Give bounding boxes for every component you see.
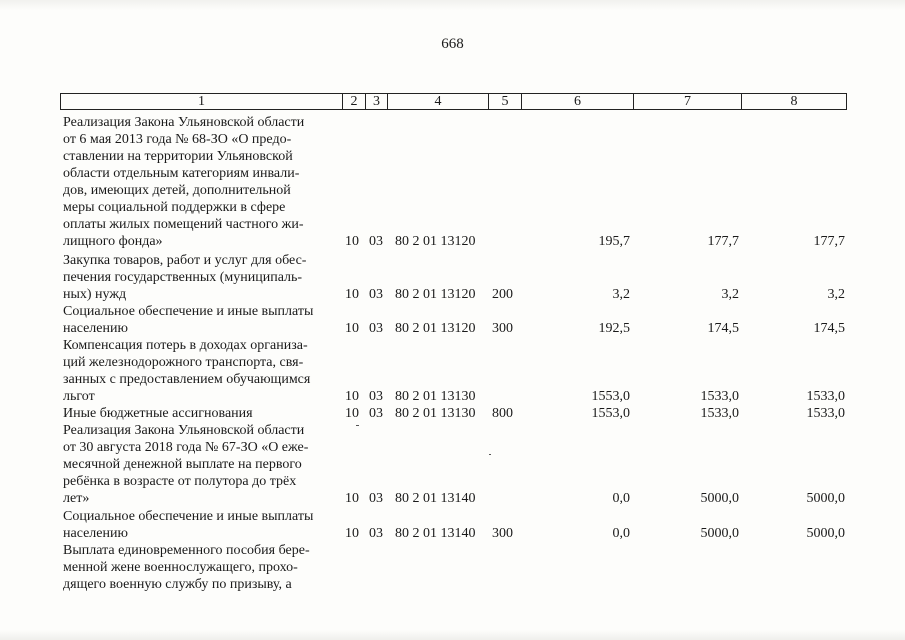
amount-col-6: 192,5 bbox=[598, 321, 630, 336]
amount-col-8: 3,2 bbox=[827, 287, 845, 302]
scan-edge-bottom bbox=[0, 630, 905, 640]
scan-speck bbox=[356, 425, 359, 426]
row-description: Социальное обеспечение и иные выплаты населению bbox=[63, 509, 314, 541]
table-header bbox=[60, 93, 847, 110]
amount-col-7: 1533,0 bbox=[700, 406, 739, 421]
header-col-4: 4 bbox=[388, 94, 489, 109]
row-description: Реализация Закона Ульяновской области от 6 мая 2013 года № 68-ЗО «О предо- ставлении на территории Ульяновской области отдельным категориям инвали- дов, имеющих детей, дополнительной меры социальной поддержки в сфере оплаты жилых помещений частного жи- лищного фонда» bbox=[63, 115, 305, 249]
subsection-code: 03 bbox=[369, 234, 383, 249]
expense-type-code: 200 bbox=[492, 287, 513, 302]
section-code: 10 bbox=[345, 321, 359, 336]
target-article-code: 80 2 01 13120 bbox=[395, 234, 476, 249]
section-code: 10 bbox=[345, 234, 359, 249]
amount-col-6: 1553,0 bbox=[591, 406, 630, 421]
target-article-code: 80 2 01 13120 bbox=[395, 287, 476, 302]
row-description: Компенсация потерь в доходах организа- ций железнодорожного транспорта, свя- занных с предоставлением обучающимся льгот bbox=[63, 338, 311, 404]
amount-col-8: 1533,0 bbox=[806, 406, 845, 421]
amount-col-7: 3,2 bbox=[721, 287, 739, 302]
amount-col-7: 174,5 bbox=[707, 321, 739, 336]
expense-type-code: 300 bbox=[492, 526, 513, 541]
amount-col-7: 177,7 bbox=[707, 234, 739, 249]
amount-col-6: 1553,0 bbox=[591, 389, 630, 404]
header-col-7: 7 bbox=[634, 94, 742, 109]
section-code: 10 bbox=[345, 406, 359, 421]
target-article-code: 80 2 01 13140 bbox=[395, 526, 476, 541]
section-code: 10 bbox=[345, 389, 359, 404]
header-col-6: 6 bbox=[522, 94, 634, 109]
target-article-code: 80 2 01 13130 bbox=[395, 389, 476, 404]
subsection-code: 03 bbox=[369, 321, 383, 336]
subsection-code: 03 bbox=[369, 491, 383, 506]
amount-col-6: 0,0 bbox=[612, 526, 630, 541]
expense-type-code: 300 bbox=[492, 321, 513, 336]
row-description: Закупка товаров, работ и услуг для обес- печения государственных (муниципаль- ных) нужд bbox=[63, 253, 307, 302]
section-code: 10 bbox=[345, 491, 359, 506]
amount-col-6: 0,0 bbox=[612, 491, 630, 506]
row-description: Выплата единовременного пособия бере- менной жене военнослужащего, прохо- дящего военную службу по призыву, а bbox=[63, 543, 310, 592]
target-article-code: 80 2 01 13130 bbox=[395, 406, 476, 421]
amount-col-7: 5000,0 bbox=[700, 491, 739, 506]
row-description: Иные бюджетные ассигнования bbox=[63, 406, 253, 421]
amount-col-7: 1533,0 bbox=[700, 389, 739, 404]
amount-col-6: 195,7 bbox=[598, 234, 630, 249]
header-col-5: 5 bbox=[489, 94, 522, 109]
amount-col-8: 5000,0 bbox=[806, 526, 845, 541]
subsection-code: 03 bbox=[369, 406, 383, 421]
expense-type-code: 800 bbox=[492, 406, 513, 421]
page-number: 668 bbox=[441, 36, 464, 52]
scan-edge-top bbox=[0, 0, 905, 10]
header-col-1: 1 bbox=[61, 94, 343, 109]
subsection-code: 03 bbox=[369, 389, 383, 404]
section-code: 10 bbox=[345, 526, 359, 541]
amount-col-7: 5000,0 bbox=[700, 526, 739, 541]
header-col-3: 3 bbox=[366, 94, 388, 109]
row-description: Реализация Закона Ульяновской области от 30 августа 2018 года № 67-ЗО «О еже- месячной денежной выплате на первого ребёнка в возрасте от полутора до трёх лет» bbox=[63, 423, 309, 506]
amount-col-8: 174,5 bbox=[813, 321, 845, 336]
amount-col-6: 3,2 bbox=[612, 287, 630, 302]
subsection-code: 03 bbox=[369, 526, 383, 541]
header-col-8: 8 bbox=[790, 93, 798, 109]
scan-speck bbox=[489, 454, 491, 455]
subsection-code: 03 bbox=[369, 287, 383, 302]
header-col-2: 2 bbox=[343, 94, 366, 109]
target-article-code: 80 2 01 13120 bbox=[395, 321, 476, 336]
row-description: Социальное обеспечение и иные выплаты населению bbox=[63, 304, 314, 336]
target-article-code: 80 2 01 13140 bbox=[395, 491, 476, 506]
amount-col-8: 177,7 bbox=[813, 234, 845, 249]
amount-col-8: 5000,0 bbox=[806, 491, 845, 506]
section-code: 10 bbox=[345, 287, 359, 302]
amount-col-8: 1533,0 bbox=[806, 389, 845, 404]
